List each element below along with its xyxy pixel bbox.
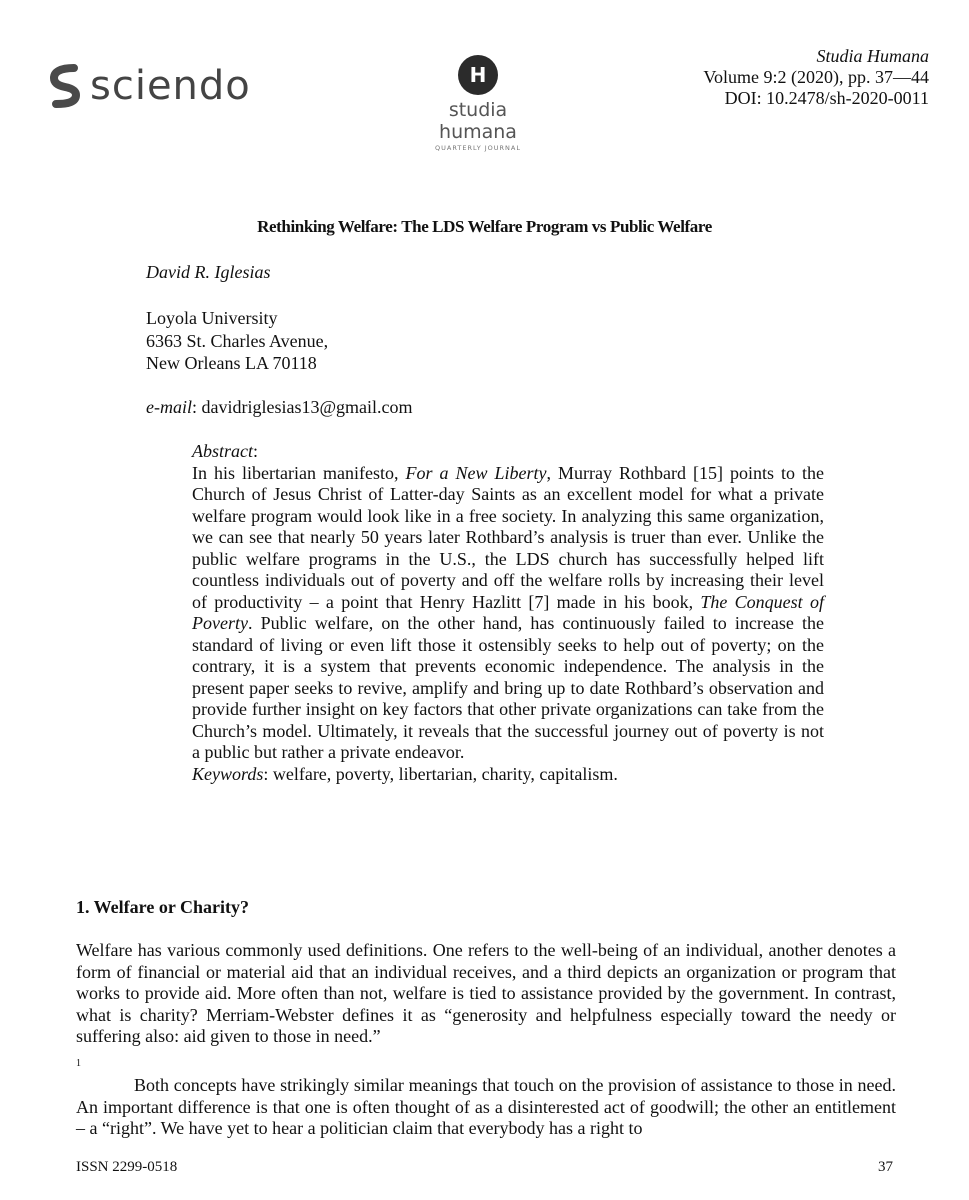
sciendo-s-icon (50, 64, 80, 108)
email-address[interactable]: : davidriglesias13@gmail.com (191, 397, 413, 417)
body-paragraph: Both concepts have strikingly similar meanings that touch on the provision of assistance to those in need. An important difference is that one is often thought of as a disinterested act of goodwill; the other an entitlement – a “right”. We have yet to hear a politician claim that everybody has a right to (76, 1075, 896, 1138)
author-email (146, 397, 413, 418)
journal-logo-name: studia humana (439, 99, 517, 143)
author-name: David R. Iglesias (146, 262, 271, 282)
journal-doi[interactable]: DOI: 10.2478/sh-2020-0011 (724, 88, 929, 108)
affiliation-line: 6363 St. Charles Avenue, (146, 330, 329, 351)
book-title: For a New Liberty (405, 462, 547, 483)
journal-logo-subtitle: QUARTERLY JOURNAL (435, 144, 521, 152)
affiliation-line: New Orleans LA 70118 (146, 353, 317, 373)
abstract-heading: Abstract: (192, 441, 259, 461)
journal-logo (408, 55, 548, 152)
affiliation-line: Loyola University (146, 308, 278, 328)
footer-issn: ISSN 2299-0518 (76, 1159, 178, 1175)
body-paragraph: Welfare has various commonly used definitions. One refers to the well-being of an individual, another denotes a form of financial or material aid that an individual receives, and a third depicts an organization or program that works to provide aid. More often than not, welfare is tied to assistance provided by the government. In contrast, what is charity? Merriam-Webster defines it as “generosity and helpfulness especially toward the needy or suffering also: aid given to those in need.” (76, 940, 896, 1046)
journal-volume: Volume 9:2 (2020), pp. 37—44 (703, 67, 929, 87)
publisher-name: sciendo (90, 63, 251, 109)
journal-mark-icon: H (458, 55, 498, 95)
section-heading: 1. Welfare or Charity? (76, 897, 249, 917)
article-title: Rethinking Welfare: The LDS Welfare Program vs Public Welfare (257, 217, 712, 236)
sciendo-logo (50, 64, 251, 108)
keywords-list: : welfare, poverty, libertarian, charity, capitalism. (263, 763, 618, 784)
keywords (192, 764, 824, 786)
abstract (192, 441, 824, 785)
footnote-marker[interactable]: 1 (76, 1058, 81, 1069)
journal-info (703, 46, 929, 109)
book-title: The Conquest of Poverty (192, 591, 824, 633)
abstract-body: In his libertarian manifesto, For a New Liberty, Murray Rothbard [15] points to the Church of Jesus Christ of Latter-day Saints as an excellent model for what a private welfare program would look like in a free society. In analyzing this same organization, we can see that nearly 50 years later Rothbard’s analysis is truer than ever. Unlike the public welfare programs in the U.S., the LDS church has successfully helped lift countless individuals out of poverty and off the welfare rolls by increasing their level of productivity – a point that Henry Hazlitt [7] made in his book, The Conquest of Poverty. Public welfare, on the other hand, has continuously failed to increase the standard of living or even lift those it ostensibly seeks to help out of poverty; on the contrary, it is a system that prevents economic independence. The analysis in the present paper seeks to revive, amplify and bring up to date Rothbard’s observation and provide further insight on key factors that other private organizations can take from the Church’s model. Ultimately, it reveals that the successful journey out of poverty is not a public but rather a private endeavor. (192, 462, 824, 762)
journal-name: Studia Humana (816, 46, 929, 66)
page-number: 37 (878, 1159, 893, 1175)
author-affiliation (146, 307, 328, 375)
email-label: e-mail (146, 397, 192, 417)
keywords-label: Keywords (192, 763, 264, 784)
